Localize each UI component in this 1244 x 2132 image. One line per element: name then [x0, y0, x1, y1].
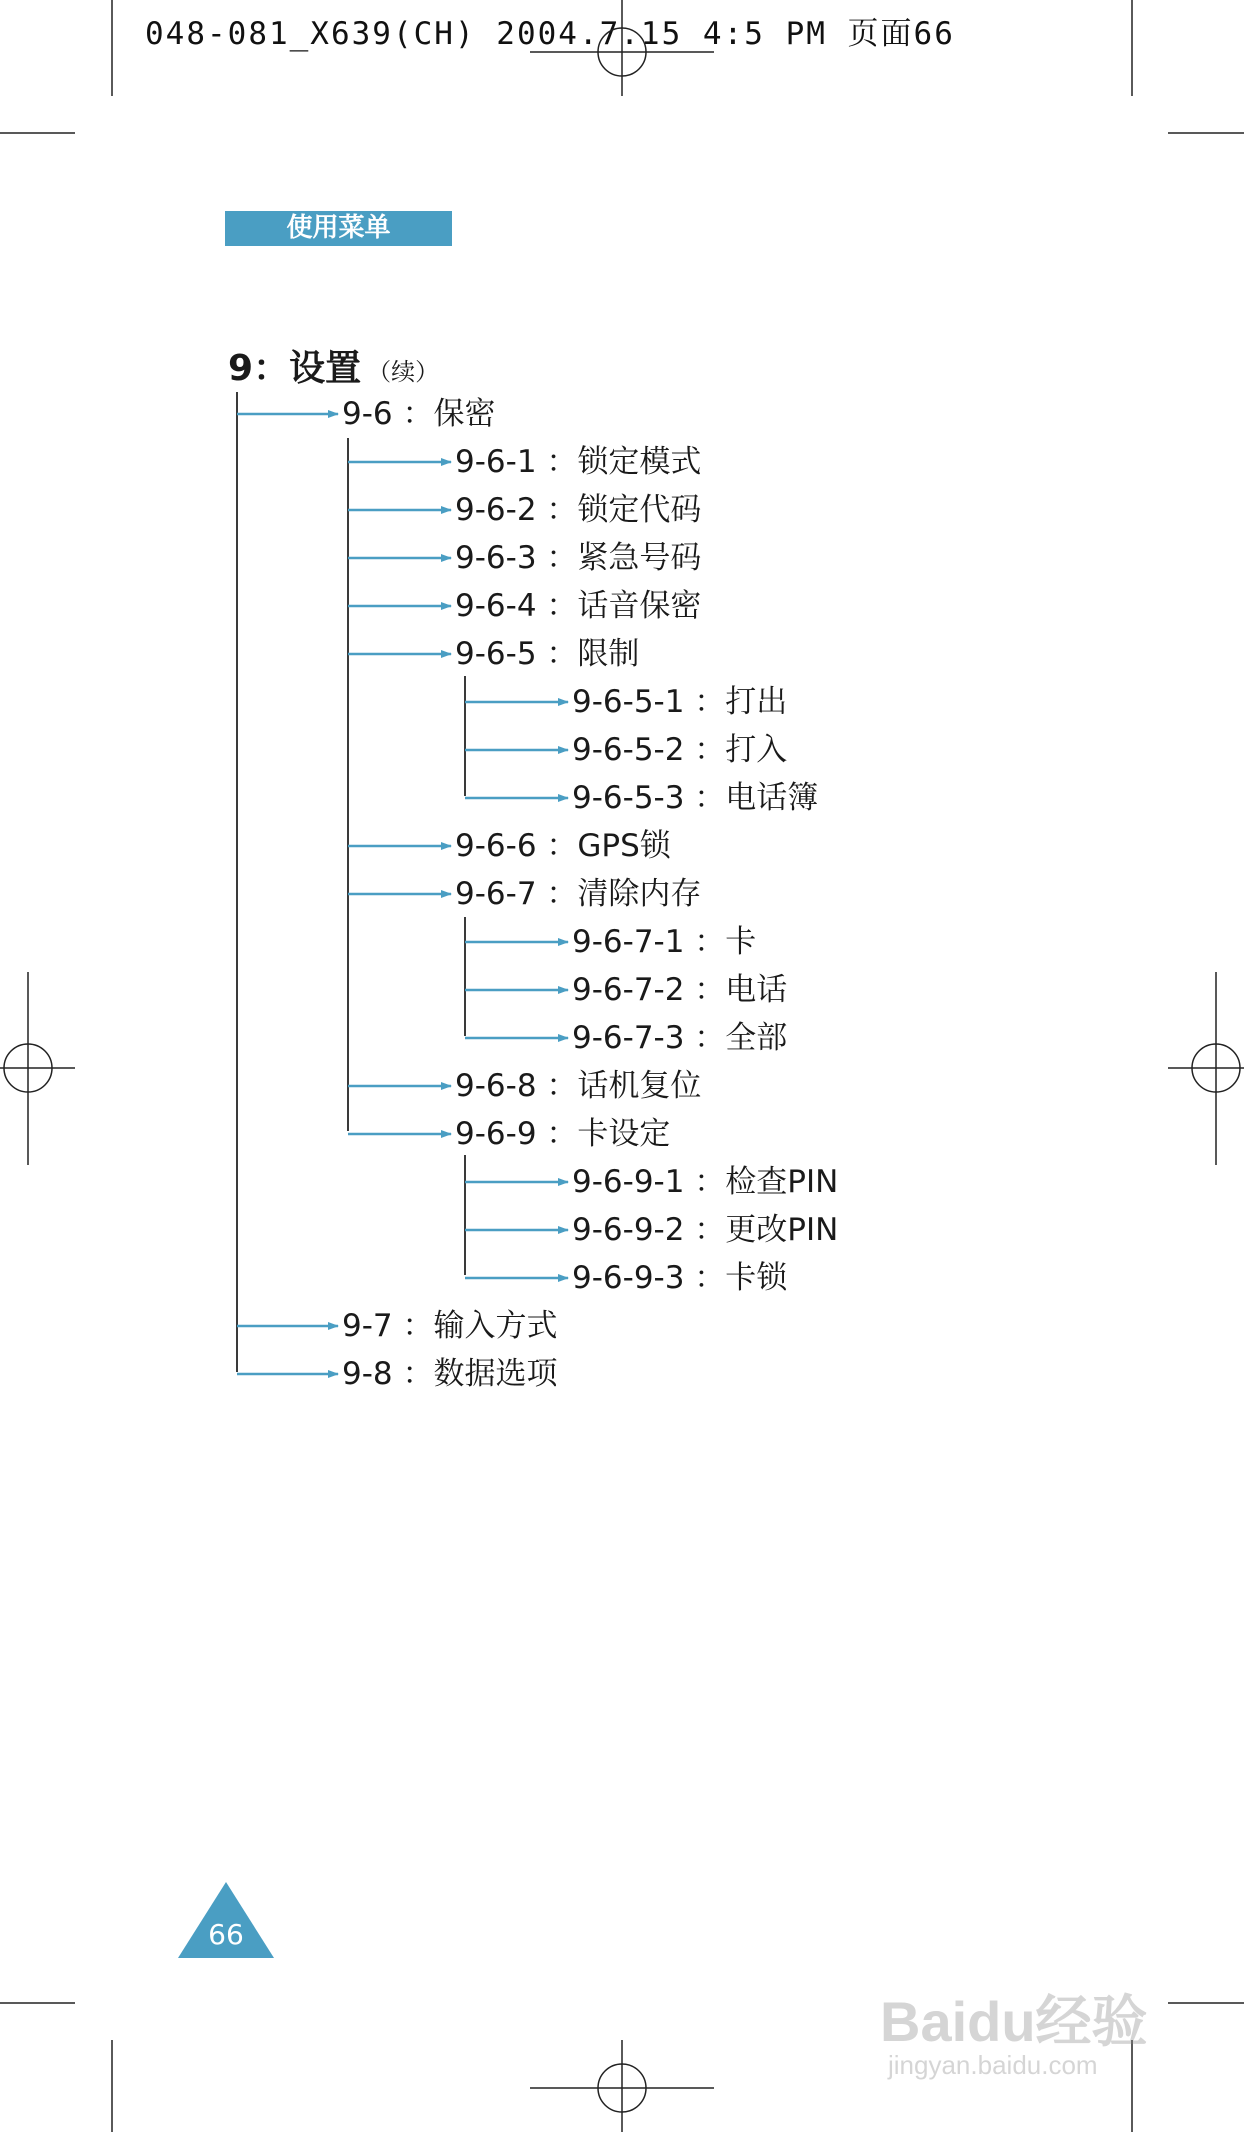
baidu-watermark: [880, 1950, 1180, 2090]
menu-item-9-6-7-3: 9-6-7-3 ：全部: [572, 1020, 788, 1056]
menu-item-9-6-7-2: 9-6-7-2 ：电话: [572, 972, 788, 1008]
menu-item-9-6-6: 9-6-6 ：GPS锁: [455, 828, 671, 864]
menu-item-9-6-9-1: 9-6-9-1 ：检查PIN: [572, 1164, 839, 1200]
menu-number: 9: [228, 348, 254, 389]
menu-item-9-6-8: 9-6-8 ：话机复位: [455, 1068, 702, 1104]
section-tag: 使用菜单: [225, 211, 452, 246]
menu-item-9-6-9-3: 9-6-9-3 ：卡锁: [572, 1260, 788, 1296]
menu-item-9-6-4: 9-6-4 ：话音保密: [455, 588, 702, 624]
menu-item-9-6-5-2: 9-6-5-2 ：打入: [572, 732, 788, 768]
menu-item-9-6-1: 9-6-1 ：锁定模式: [455, 444, 702, 480]
menu-item-9-6-9: 9-6-9 ：卡设定: [455, 1116, 671, 1152]
page-number: 66: [208, 1918, 244, 1951]
menu-item-9-6-3: 9-6-3 ：紧急号码: [455, 540, 702, 576]
watermark-url: jingyan.baidu.com: [888, 2050, 1098, 2080]
menu-continued: （续）: [367, 358, 440, 386]
menu-item-9-6-5-1: 9-6-5-1 ：打出: [572, 684, 788, 720]
print-header: 048-081_X639(CH) 2004.7.15 4:5 PM 页面66: [145, 16, 955, 52]
watermark-brand: Baidu经验: [880, 1990, 1148, 2053]
menu-title-text: 设置: [289, 348, 362, 389]
menu-item-9-6-7-1: 9-6-7-1 ：卡: [572, 924, 757, 960]
menu-item-9-6-5: 9-6-5 ：限制: [455, 636, 640, 672]
menu-item-9-6-2: 9-6-2 ：锁定代码: [455, 492, 702, 528]
menu-item-9-6: 9-6 ：保密: [342, 396, 496, 432]
menu-colon: ：: [253, 348, 290, 389]
menu-item-9-6-9-2: 9-6-9-2 ：更改PIN: [572, 1212, 839, 1248]
menu-item-9-8: 9-8 ：数据选项: [342, 1356, 558, 1392]
menu-item-9-6-7: 9-6-7 ：清除内存: [455, 876, 702, 912]
menu-item-9-6-5-3: 9-6-5-3 ：电话簿: [572, 780, 819, 816]
page-number-badge: [176, 1880, 276, 1960]
menu-item-9-7: 9-7 ：输入方式: [342, 1308, 558, 1344]
